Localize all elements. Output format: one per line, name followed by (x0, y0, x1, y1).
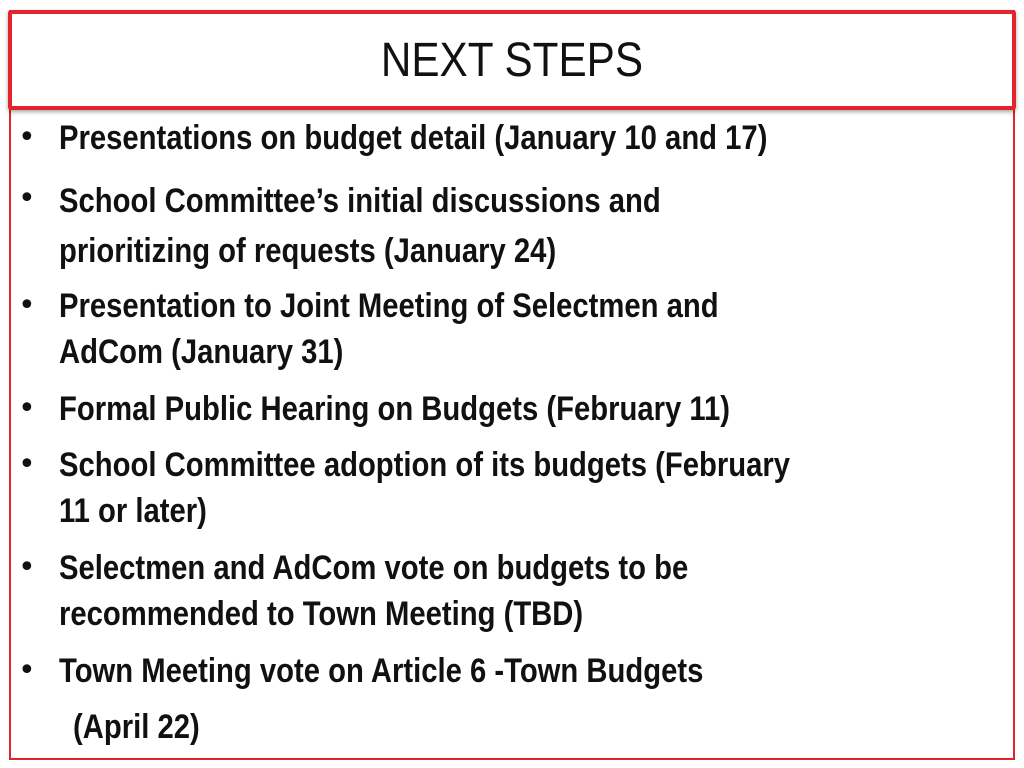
list-item-text: Presentations on budget detail (January 10 and 17) (59, 119, 768, 157)
bullet-icon: • (18, 653, 36, 688)
list-item (18, 115, 998, 161)
list-item (18, 386, 998, 432)
list-item-text: School Committee adoption of its budgets (February 11 or later) (59, 446, 791, 530)
list-item (18, 176, 998, 276)
list-item-text: Town Meeting vote on Article 6 -Town Budgets (April 22) (59, 652, 704, 746)
bullet-icon: • (18, 288, 36, 323)
list-item-text: School Committee’s initial discussions and prioritizing of requests (January 24) (59, 182, 661, 270)
list-item (18, 283, 998, 375)
list-item (18, 545, 998, 637)
bullet-icon: • (18, 181, 36, 216)
list-item (18, 442, 998, 534)
bullet-icon: • (18, 120, 36, 155)
bullet-icon: • (18, 391, 36, 426)
bullet-icon: • (18, 447, 36, 482)
bullet-icon: • (18, 550, 36, 585)
list-item-text: Formal Public Hearing on Budgets (February 11) (59, 390, 731, 428)
list-item (18, 648, 998, 750)
list-item-text: Presentation to Joint Meeting of Selectmen and AdCom (January 31) (59, 287, 719, 371)
list-item-text: Selectmen and AdCom vote on budgets to be recommended to Town Meeting (TBD) (59, 549, 689, 633)
slide-title: NEXT STEPS (380, 33, 644, 87)
